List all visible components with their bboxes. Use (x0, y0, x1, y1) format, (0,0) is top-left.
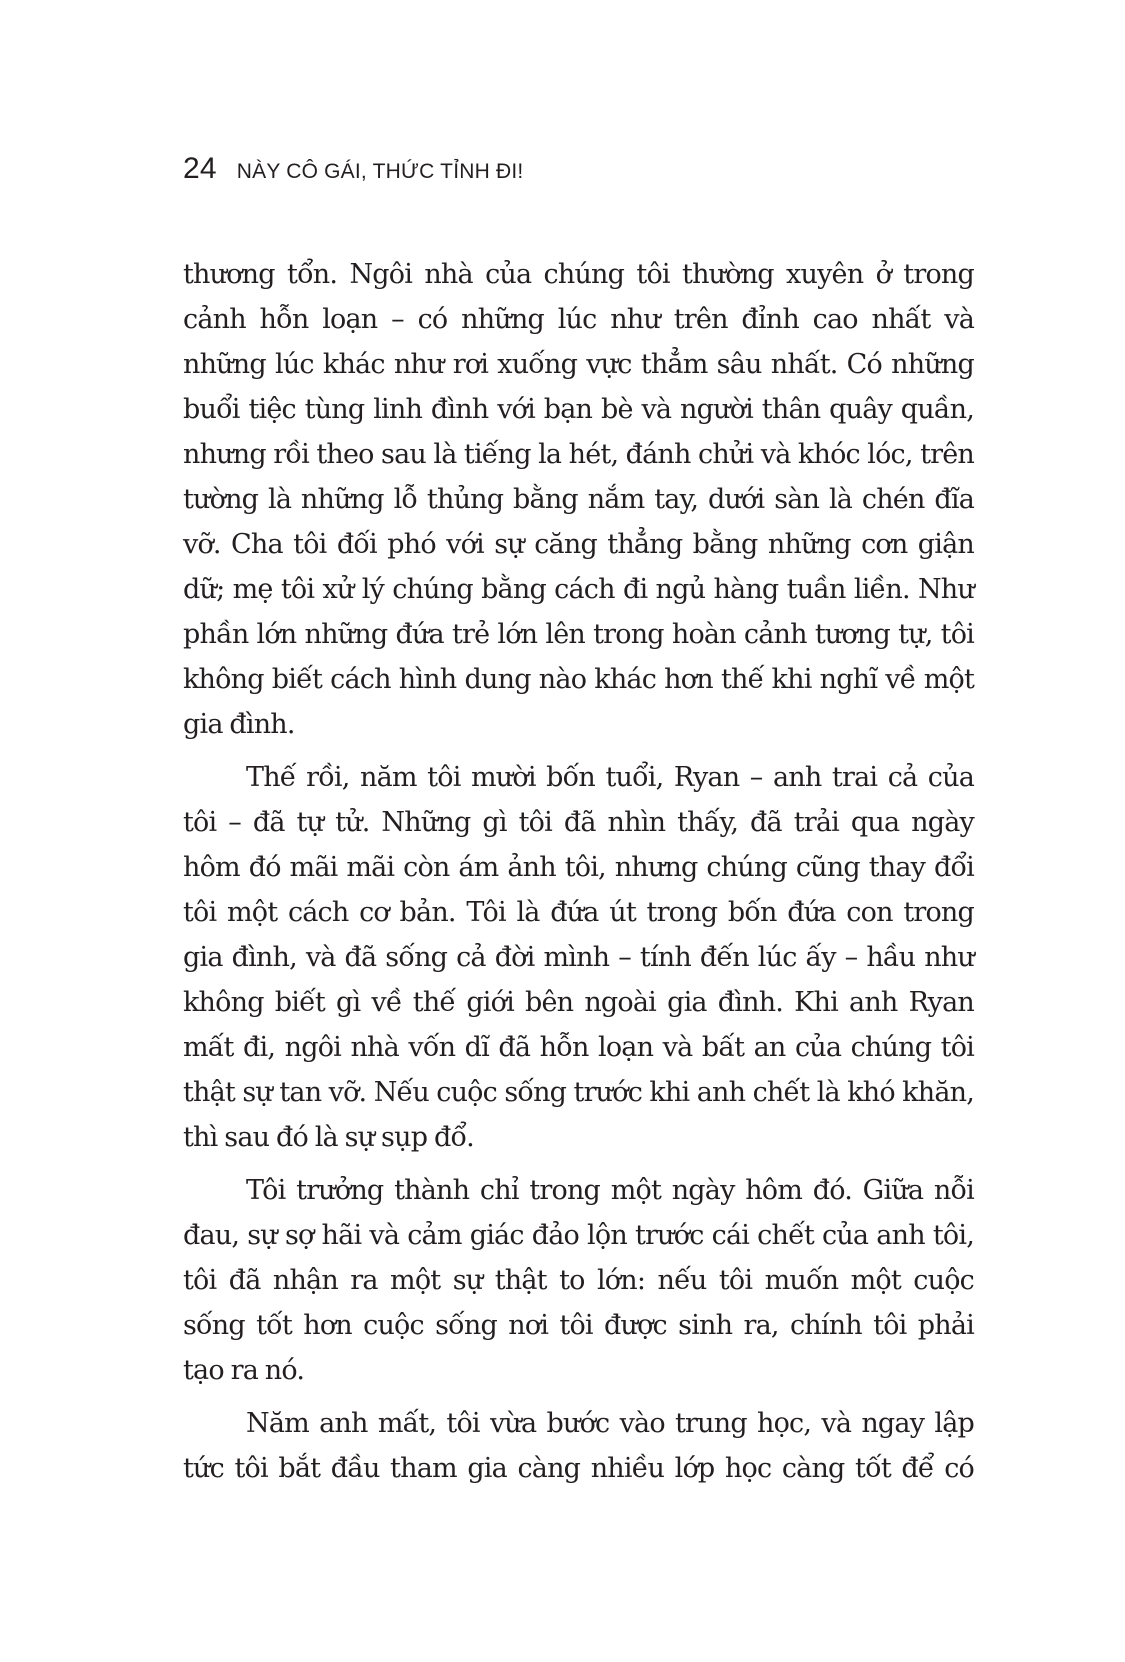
paragraph (183, 252, 974, 747)
text-line: tường là những lỗ thủng bằng nắm tay, dưới sàn là chén đĩa (183, 484, 974, 515)
page-number: 24 (183, 152, 217, 185)
text-line: hôm đó mãi mãi còn ám ảnh tôi, nhưng chúng cũng thay đổi (183, 852, 974, 883)
text-line: tạo ra nó. (183, 1355, 305, 1386)
text-line: thật sự tan vỡ. Nếu cuộc sống trước khi anh chết là khó khăn, (183, 1077, 974, 1108)
running-header (183, 152, 523, 186)
text-line: không biết gì về thế giới bên ngoài gia đình. Khi anh Ryan (183, 987, 974, 1018)
text-line: sống tốt hơn cuộc sống nơi tôi được sinh ra, chính tôi phải (183, 1310, 974, 1341)
text-line: gia đình, và đã sống cả đời mình – tính đến lúc ấy – hầu như (183, 942, 974, 973)
book-title: NÀY CÔ GÁI, THỨC TỈNH ĐI! (236, 160, 524, 183)
text-line: cảnh hỗn loạn – có những lúc như trên đỉnh cao nhất và (183, 304, 974, 335)
text-line: dữ; mẹ tôi xử lý chúng bằng cách đi ngủ hàng tuần liền. Như (183, 574, 974, 605)
paragraph (183, 1401, 974, 1491)
text-line: không biết cách hình dung nào khác hơn thế khi nghĩ về một (183, 664, 974, 695)
text-line: gia đình. (183, 709, 295, 740)
text-line: vỡ. Cha tôi đối phó với sự căng thẳng bằng những cơn giận (183, 529, 974, 560)
text-line: phần lớn những đứa trẻ lớn lên trong hoàn cảnh tương tự, tôi (183, 619, 974, 650)
body-text (183, 252, 974, 1499)
text-line: mất đi, ngôi nhà vốn dĩ đã hỗn loạn và bất an của chúng tôi (183, 1032, 974, 1063)
text-line: Tôi trưởng thành chỉ trong một ngày hôm đó. Giữa nỗi (246, 1175, 974, 1206)
text-line: tức tôi bắt đầu tham gia càng nhiều lớp học càng tốt để có (183, 1453, 974, 1484)
text-line: đau, sự sợ hãi và cảm giác đảo lộn trước cái chết của anh tôi, (183, 1220, 974, 1251)
text-line: thì sau đó là sự sụp đổ. (183, 1122, 474, 1153)
text-line: những lúc khác như rơi xuống vực thẳm sâu nhất. Có những (183, 349, 974, 380)
paragraph (183, 755, 974, 1160)
text-line: Năm anh mất, tôi vừa bước vào trung học, và ngay lập (246, 1408, 974, 1439)
text-line: buổi tiệc tùng linh đình với bạn bè và người thân quây quần, (183, 394, 974, 425)
text-line: tôi – đã tự tử. Những gì tôi đã nhìn thấy, đã trải qua ngày (183, 807, 974, 838)
paragraph (183, 1168, 974, 1393)
text-line: tôi một cách cơ bản. Tôi là đứa út trong bốn đứa con trong (183, 897, 974, 928)
text-line: thương tổn. Ngôi nhà của chúng tôi thường xuyên ở trong (183, 259, 974, 290)
text-line: tôi đã nhận ra một sự thật to lớn: nếu tôi muốn một cuộc (183, 1265, 974, 1296)
text-line: Thế rồi, năm tôi mười bốn tuổi, Ryan – anh trai cả của (246, 762, 974, 793)
text-line: nhưng rồi theo sau là tiếng la hét, đánh chửi và khóc lóc, trên (183, 439, 974, 470)
